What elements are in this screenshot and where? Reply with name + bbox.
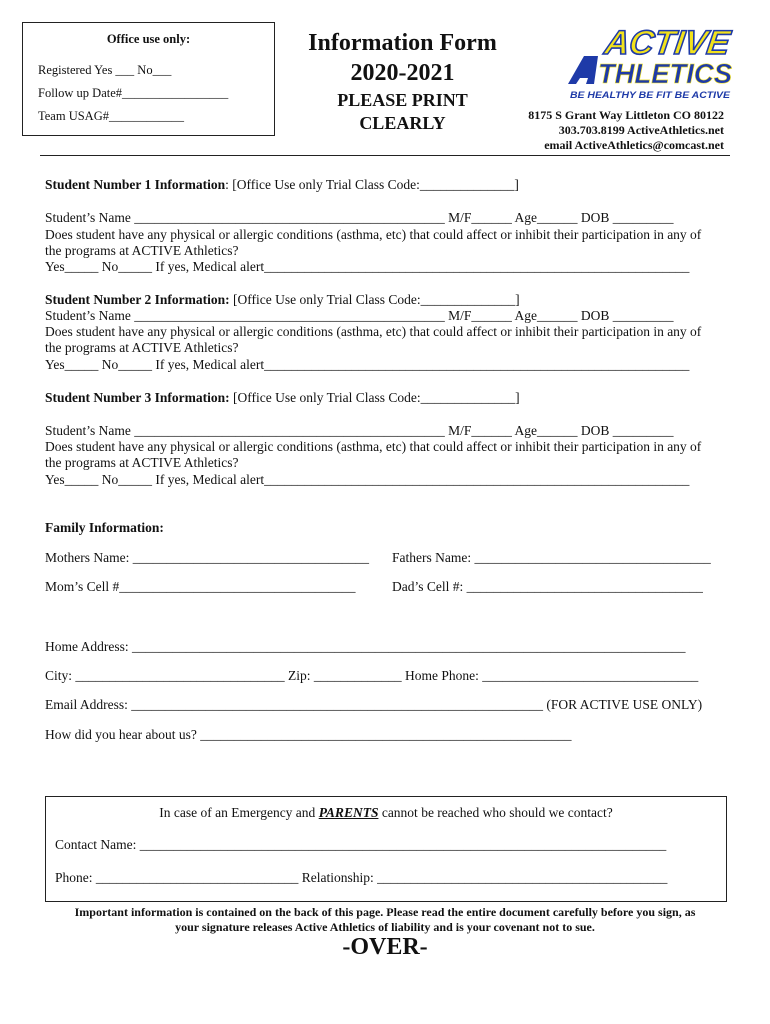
important-notice-line2: your signature releases Active Athletics of liability and is your covenant not to sue. — [175, 920, 595, 934]
city-zip-phone-field[interactable]: City: _______________________________ Zip: _____________ Home Phone: ________________________________ — [45, 668, 699, 683]
logo-word-athletics: THLETICS — [598, 58, 733, 89]
clearly-label: CLEARLY — [359, 113, 446, 133]
student-3-medical-field[interactable]: Yes_____ No_____ If yes, Medical alert_______________________________________________________________ — [45, 472, 690, 487]
student-1-question: Does student have any physical or allergic conditions (asthma, etc) that could affect or inhibit their participation in any of — [45, 227, 702, 242]
student-1-heading — [45, 177, 519, 193]
student-1-name-field[interactable]: Student’s Name ______________________________________________ M/F______ Age______ DOB _________ — [45, 210, 674, 225]
student-3-heading — [45, 390, 520, 406]
active-athletics-logo — [568, 22, 734, 102]
family-heading: Family Information: — [45, 520, 164, 535]
student-3-heading-label: Student Number 3 Information: — [45, 390, 230, 405]
office-use-title: Office use only: — [106, 32, 191, 46]
emergency-contact-box — [45, 796, 727, 902]
header-divider — [40, 155, 730, 156]
hear-about-us-field[interactable]: How did you hear about us? _______________________________________________________ — [45, 727, 572, 742]
moms-cell-field[interactable]: Mom’s Cell #___________________________________ — [45, 579, 356, 594]
student-3-name-field[interactable]: Student’s Name ______________________________________________ M/F______ Age______ DOB _________ — [45, 423, 674, 438]
form-title: Information Form — [308, 30, 497, 56]
over-label: -OVER- — [342, 934, 428, 960]
address-email: email ActiveAthletics@comcast.net — [544, 138, 724, 152]
form-year: 2020-2021 — [350, 60, 455, 86]
phone-relationship-field[interactable]: Phone: ______________________________ Relationship: ___________________________________________ — [55, 870, 668, 885]
student-3-question: Does student have any physical or allergic conditions (asthma, etc) that could affect or inhibit their participation in any of — [45, 439, 702, 454]
emergency-parents-emphasis: PARENTS — [318, 805, 379, 820]
important-notice-line1: Important information is contained on the back of this page. Please read the entire document carefully before you sign, as — [74, 905, 696, 919]
contact-name-field[interactable]: Contact Name: ______________________________________________________________________________ — [55, 837, 667, 852]
registered-field[interactable]: Registered Yes ___ No___ — [38, 63, 172, 77]
team-usag-field[interactable]: Team USAG#____________ — [38, 109, 184, 123]
office-use-box — [22, 22, 275, 136]
mothers-name-field[interactable]: Mothers Name: ___________________________________ — [45, 550, 369, 565]
student-3-trial-code[interactable]: [Office Use only Trial Class Code:______________] — [229, 390, 520, 405]
logo-a-shape — [568, 56, 598, 84]
student-1-question-cont: the programs at ACTIVE Athletics? — [45, 243, 239, 258]
student-1-medical-field[interactable]: Yes_____ No_____ If yes, Medical alert_______________________________________________________________ — [45, 259, 690, 274]
address-street: 8175 S Grant Way Littleton CO 80122 — [528, 108, 724, 122]
student-2-heading-label: Student Number 2 Information: — [45, 292, 230, 307]
student-3-question-cont: the programs at ACTIVE Athletics? — [45, 455, 239, 470]
follow-up-date-field[interactable]: Follow up Date#_________________ — [38, 86, 229, 100]
email-address-field[interactable]: Email Address: _____________________________________________________________ (FOR ACTIVE USE ONLY) — [45, 697, 703, 712]
logo-tagline: BE HEALTHY BE FIT BE ACTIVE — [570, 90, 731, 101]
logo-word-active: ACTIVE — [602, 24, 733, 62]
student-2-question-cont: the programs at ACTIVE Athletics? — [45, 340, 239, 355]
student-1-trial-code[interactable]: : [Office Use only Trial Class Code:______________] — [225, 177, 519, 192]
student-2-name-field[interactable]: Student’s Name ______________________________________________ M/F______ Age______ DOB _________ — [45, 308, 674, 323]
home-address-field[interactable]: Home Address: __________________________________________________________________________________ — [45, 639, 686, 654]
emergency-prompt-start: In case of an Emergency and — [159, 805, 319, 820]
dads-cell-field[interactable]: Dad’s Cell #: ___________________________________ — [392, 579, 703, 594]
address-phone-web: 303.703.8199 ActiveAthletics.net — [558, 123, 724, 137]
student-1-heading-label: Student Number 1 Information — [45, 177, 226, 192]
student-2-question: Does student have any physical or allergic conditions (asthma, etc) that could affect or inhibit their participation in any of — [45, 324, 702, 339]
fathers-name-field[interactable]: Fathers Name: ___________________________________ — [392, 550, 711, 565]
emergency-prompt-end: cannot be reached who should we contact? — [378, 805, 613, 820]
student-2-trial-code[interactable]: [Office Use only Trial Class Code:______________] — [229, 292, 520, 307]
emergency-prompt — [46, 805, 726, 821]
student-2-medical-field[interactable]: Yes_____ No_____ If yes, Medical alert_______________________________________________________________ — [45, 357, 690, 372]
please-print-label: PLEASE PRINT — [337, 90, 468, 110]
student-2-heading — [45, 292, 520, 308]
